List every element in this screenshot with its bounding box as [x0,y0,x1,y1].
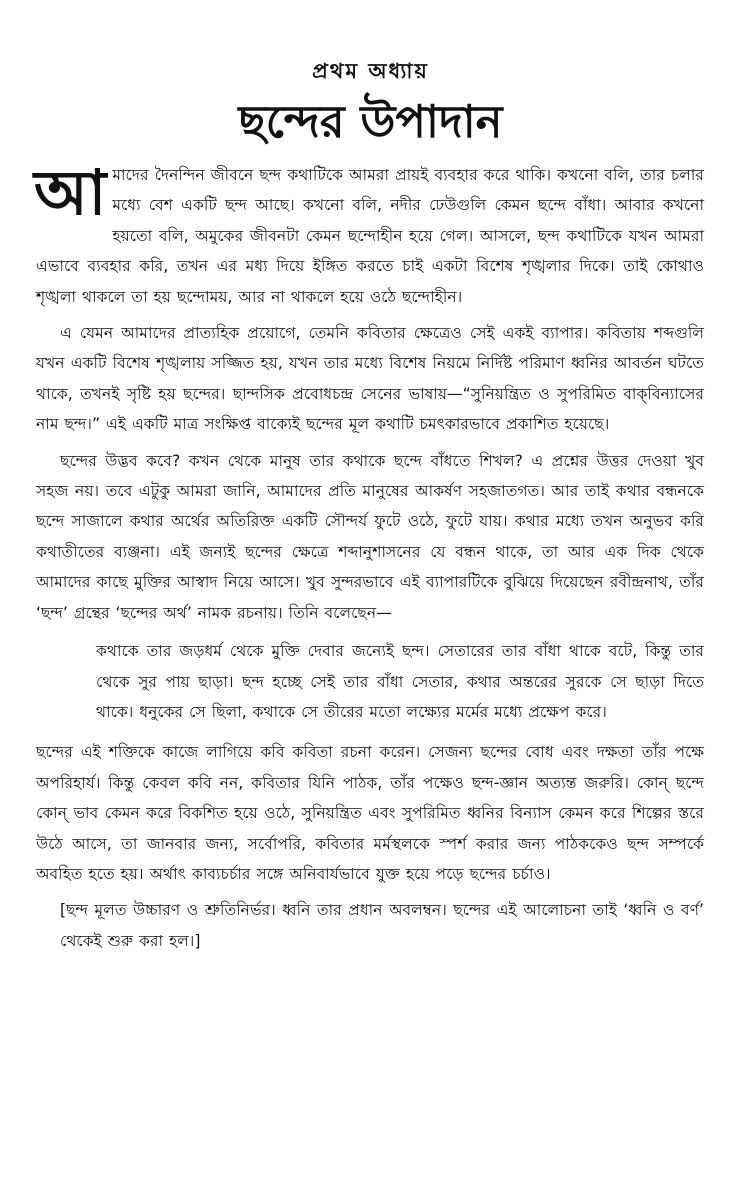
bracket-note: [ছন্দ মূলত উচ্চারণ ও শ্রুতিনির্ভর। ধ্বনি তার প্রধান অবলম্বন। ছন্দের এই আলোচনা তাই ‘ধ্বনি ও বর্ণ’ থেকেই শুরু করা হল।] [60,901,704,950]
block-quote [96,636,704,727]
page-body [34,156,704,962]
paragraph-1-text: মাদের দৈনন্দিন জীবনে ছন্দ কথাটিকে আমরা প্রায়ই ব্যবহার করে থাকি। কখনো বলি, তার চলার মধ্যে বেশ একটি ছন্দ আছে। কখনো বলি, নদীর ঢেউগুলি কেমন ছন্দে বাঁধা। আবার কখনো হয়তো বলি, অমুকের জীবনটা কেমন ছন্দোহীন হয়ে গেল। আসলে, ছন্দ কথাটিকে যখন আমরা এভাবে ব্যবহার করি, তখন এর মধ্য দিয়ে ইঙ্গিত করতে চাই একটা বিশেষ শৃঙ্খলার দিকে। তাই কোথাও শৃঙ্খলা থাকলে তা হয় ছন্দোময়, আর না থাকলে হয়ে ওঠে ছন্দোহীন। [36,166,704,306]
paragraph-1 [34,156,704,312]
paragraph-2: এ যেমন আমাদের প্রাত্যহিক প্রয়োগে, তেমনি কবিতার ক্ষেত্রেও সেই একই ব্যাপার। কবিতায় শব্দগুলি যখন একটি বিশেষ শৃঙ্খলায় সজ্জিত হয়, যখন তার মধ্যে বিশেষ নিয়মে নির্দিষ্ট পরিমাণ ধ্বনির আবর্তন ঘটতে থাকে, তখনই সৃষ্টি হয় ছন্দের। ছান্দসিক প্রবোধচন্দ্র সেনের ভাষায়—“সুনিয়ন্ত্রিত ও সুপরিমিত বাক্‌বিন্যাসের নাম ছন্দ।” এই একটি মাত্র সংক্ষিপ্ত বাক্যেই ছন্দের মূল কথাটি চমৎকারভাবে প্রকাশিত হয়েছে। [36,324,704,434]
quote-text: কথাকে তার জড়ধর্ম থেকে মুক্তি দেবার জন্যেই ছন্দ। সেতারের তার বাঁধা থাকে বটে, কিন্তু তার থেকে সুর পায় ছাড়া। ছন্দ হচ্ছে সেই তার বাঁধা সেতার, কথার অন্তরের সুরকে সে ছাড়া দিতে থাকে। ধনুকের সে ছিলা, কথাকে সে তীরের মতো লক্ষ্যের মর্মের মধ্যে প্রক্ষেপ করে। [96,642,704,721]
paragraph-4: ছন্দের এই শক্তিকে কাজে লাগিয়ে কবি কবিতা রচনা করেন। সেজন্য ছন্দের বোধ এবং দক্ষতা তাঁর পক্ষে অপরিহার্য। কিন্তু কেবল কবি নন, কবিতার যিনি পাঠক, তাঁর পক্ষেও ছন্দ-জ্ঞান অত্যন্ত জরুরি। কোন্ ছন্দে কোন্ ভাব কেমন করে বিকশিত হয়ে ওঠে, সুনিয়ন্ত্রিত এবং সুপরিমিত ধ্বনির বিন্যাস কেমন করে শিল্পের স্তরে উঠে আসে, তা জানবার জন্য, সর্বোপরি, কবিতার মর্মস্থলকে স্পর্শ করার জন্য পাঠককেও ছন্দ সম্পর্কে অবহিত হতে হয়। অর্থাৎ কাব্যচর্চার সঙ্গে অনিবার্যভাবে যুক্ত হয়ে পড়ে ছন্দের চর্চাও। [36,743,704,883]
chapter-label: প্রথম অধ্যায় [312,59,429,83]
drop-cap: আ [34,156,107,229]
chapter-title: ছন্দের উপাদান [238,95,503,148]
paragraph-3: ছন্দের উদ্ভব কবে? কখন থেকে মানুষ তার কথাকে ছন্দে বাঁধতে শিখল? এ প্রশ্নের উত্তর দেওয়া খুব সহজ নয়। তবে এটুকু আমরা জানি, আমাদের প্রতি মানুষের আকর্ষণ সহজাতগত। আর তাই কথার বন্ধনকে ছন্দে সাজালে কথার অর্থের অতিরিক্ত একটি সৌন্দর্য ফুটে ওঠে, ফুটে যায়। কথার মধ্যে তখন অনুভব করি কথাতীতের ব্যঞ্জনা। এই জন্যই ছন্দের ক্ষেত্রে শব্দানুশাসনের যে বন্ধন থাকে, তা আর এক দিক থেকে আমাদের কাছে মুক্তির আস্বাদ নিয়ে আসে। খুব সুন্দরভাবে এই ব্যাপারটিকে বুঝিয়ে দিয়েছেন রবীন্দ্রনাথ, তাঁর ‘ছন্দ’ গ্রন্থের ‘ছন্দের অর্থ’ নামক রচনায়। তিনি বলেছেন— [36,451,704,622]
